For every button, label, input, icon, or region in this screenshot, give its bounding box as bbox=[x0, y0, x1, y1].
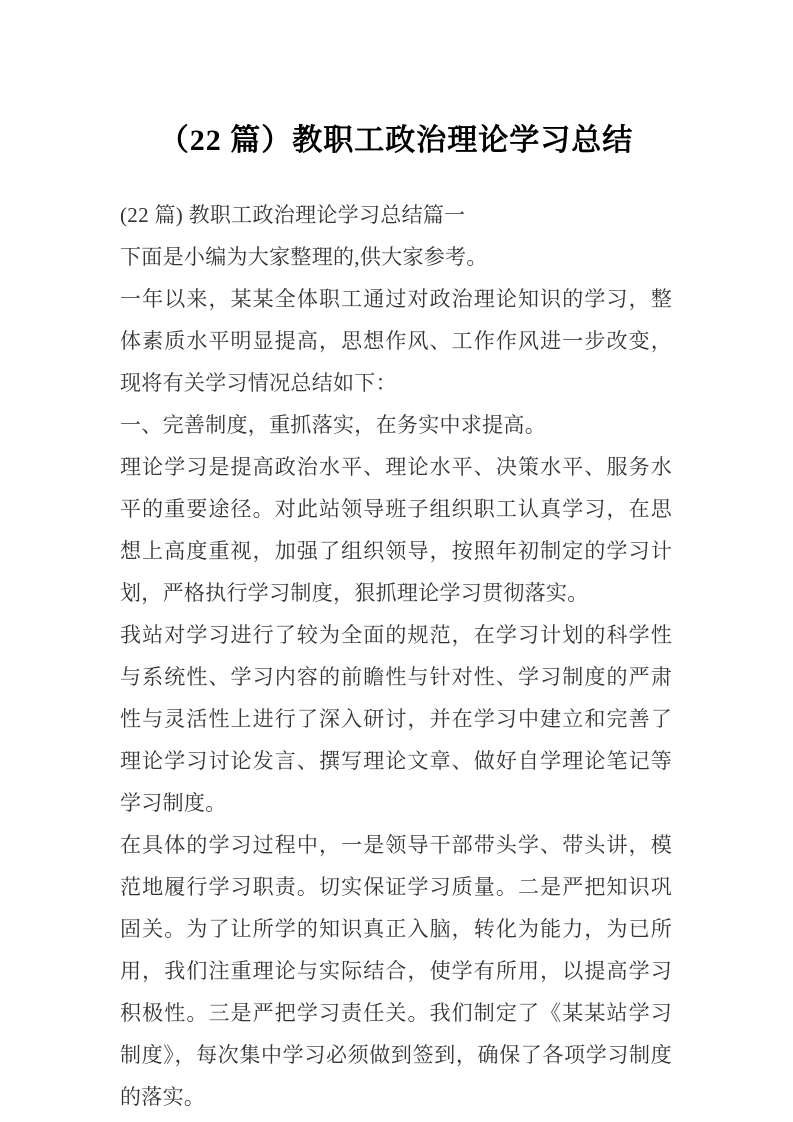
document-title: （22 篇）教职工政治理论学习总结 bbox=[158, 124, 634, 157]
paragraph: (22 篇) 教职工政治理论学习总结篇一 bbox=[120, 203, 466, 227]
document-body bbox=[120, 194, 672, 1118]
paragraph: 我站对学习进行了较为全面的规范，在学习计划的科学性与系统性、学习内容的前瞻性与针对性、学习制度的严肃性与灵活性上进行了深入研讨，并在学习中建立和完善了理论学习讨论发言、撰写理论文章、做好自学理论笔记等学习制度。 bbox=[120, 623, 672, 815]
paragraph: 在具体的学习过程中，一是领导干部带头学、带头讲，模范地履行学习职责。切实保证学习质量。二是严把知识巩固关。为了让所学的知识真正入脑，转化为能力，为已所用，我们注重理论与实际结合，使学有所用，以提高学习积极性。三是严把学习责任关。我们制定了《某某站学习制度》，每次集中学习必须做到签到，确保了各项学习制度的落实。 bbox=[120, 833, 672, 1109]
paragraph: 下面是小编为大家整理的,供大家参考。 bbox=[120, 245, 488, 269]
paragraph: 理论学习是提高政治水平、理论水平、决策水平、服务水平的重要途径。对此站领导班子组织职工认真学习，在思想上高度重视，加强了组织领导，按照年初制定的学习计划，严格执行学习制度，狠抓理论学习贯彻落实。 bbox=[120, 455, 672, 605]
paragraph: 一年以来，某某全体职工通过对政治理论知识的学习，整体素质水平明显提高，思想作风、工作作风进一步改变，现将有关学习情况总结如下： bbox=[120, 287, 672, 395]
paragraph: 一、完善制度，重抓落实，在务实中求提高。 bbox=[120, 413, 546, 437]
